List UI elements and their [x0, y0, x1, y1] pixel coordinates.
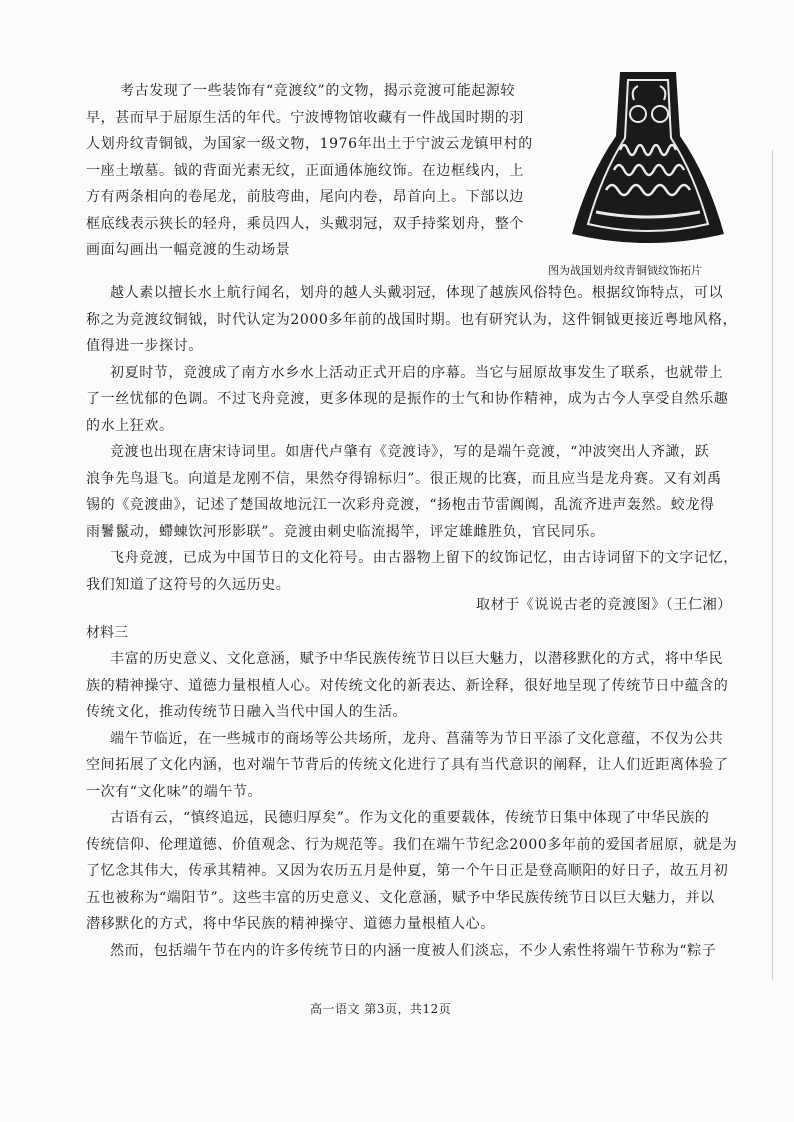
text-line: 丰富的历史意义、文化意涵，赋予中华民族传统节日以巨大魅力，以潜移默化的方式，将中华民 — [110, 651, 724, 667]
text-line: 飞舟竞渡，已成为中国节日的文化符号。由古器物上留下的纹饰记忆，由古诗词留下的文字记忆， — [110, 550, 738, 566]
paragraph — [86, 280, 776, 360]
page-edge-line — [772, 150, 773, 980]
bronze-axe-rubbing-image — [568, 66, 728, 256]
paragraph — [86, 805, 776, 938]
text-line: 考古发现了一些装饰有“竞渡纹”的文物，揭示竞渡可能起源较 — [120, 83, 516, 99]
section-heading: 材料三 — [86, 625, 128, 641]
text-line: 古语有云，“慎终追远，民德归厚矣”。作为文化的重要载体，传统节日集中体现了中华民族的 — [110, 810, 710, 826]
text-line: 传统信仰、伦理道德、价值观念、行为规范等。我们在端午节纪念2000多年前的爱国者屈原，就是为 — [86, 836, 738, 853]
text-line: 画面勾画出一幅竞渡的生动场景 — [86, 242, 291, 258]
page-footer: 高一语文 第3页，共12页 — [310, 1002, 452, 1016]
text-line: 族的精神操守、道德力量根植人心。对传统文化的新表达、新诠释，很好地呈现了传统节日中蕴含的 — [86, 677, 729, 694]
text-line: 了忆念其伟大，传承其精神。又因为农历五月是仲夏，第一个午日正是登高顺阳的好日子，故五月初 — [86, 863, 729, 879]
text-line: 方有两条相向的卷尾龙，前肢弯曲，尾向内卷，昂首向上。下部以边 — [86, 189, 524, 205]
source-citation: 取材于《说说古老的竞渡图》（王仁湘） — [476, 597, 732, 613]
paragraph — [86, 938, 776, 965]
paragraph — [86, 545, 776, 598]
text-line: 潜移默化的方式，将中华民族的精神操守、道德力量根植人心。 — [86, 916, 495, 932]
text-line: 值得进一步探讨。 — [86, 338, 203, 354]
text-line: 传统文化，推动传统节日融入当代中国人的生活。 — [86, 704, 408, 720]
text-line: 五也被称为“端阳节”。这些丰富的历史意义、文化意涵，赋予中华民族传统节日以巨大魅力，并以 — [86, 889, 715, 906]
text-line: 初夏时节，竞渡成了南方水乡水上活动正式开启的序幕。当它与屈原故事发生了联系，也就带上 — [110, 364, 724, 381]
figure-caption: 图为战国划舟纹青铜钺纹饰拓片 — [548, 264, 702, 277]
text-line: 了一丝忧郁的色调。不过飞舟竞渡，更多体现的是振作的士气和协作精神，成为古今人享受自然乐趣 — [86, 391, 729, 407]
text-line: 端午节临近，在一些城市的商场等公共场所，龙舟、菖蒲等为节日平添了文化意蕴，不仅为公共 — [110, 730, 724, 747]
material-two-body — [86, 280, 776, 598]
text-line: 早，甚而早于屈原生活的年代。宁波博物馆收藏有一件战国时期的羽 — [86, 109, 524, 126]
text-line: 我们知道了这符号的久远历史。 — [86, 576, 291, 593]
text-line: 竞渡也出现在唐宋诗词里。如唐代卢肇有《竞渡诗》，写的是端午竞渡，“冲波突出人齐譀，跃 — [110, 444, 710, 460]
paragraph — [86, 646, 776, 726]
material-three-body — [86, 646, 776, 964]
text-line: 然而，包括端午节在内的许多传统节日的内涵一度被人们淡忘，不少人索性将端午节称为“粽子 — [110, 942, 717, 959]
text-line: 的水上狂欢。 — [86, 417, 174, 434]
text-line: 一次有“文化味”的端午节。 — [86, 783, 263, 800]
paragraph — [86, 726, 776, 806]
text-line: 锡的《竞渡曲》，记述了楚国故地沅江一次彩舟竞渡，“扬枹击节雷阗阗，乱流齐进声轰然。蛟龙得 — [86, 497, 715, 513]
text-line: 一座土墩墓。钺的背面光素无纹，正面通体施纹饰。在边框线内，上 — [86, 162, 524, 179]
text-line: 称之为竞渡纹铜钺，时代认定为2000多年前的战国时期。也有研究认为，这件铜钺更接近粤地风格， — [86, 311, 738, 328]
text-line: 浪争先鸟退飞。向道是龙刚不信，果然夺得锦标归”。很正规的比赛，而且应当是龙舟赛。又有刘禹 — [86, 470, 722, 487]
intro-paragraph — [86, 78, 558, 264]
paragraph — [86, 439, 776, 545]
text-line: 越人素以擅长水上航行闻名，划舟的越人头戴羽冠，体现了越族风俗特色。根据纹饰特点，可以 — [110, 285, 724, 301]
text-line: 雨鬐鬣动，螮蝀饮河形影联”。竞渡由刺史临流揭竿，评定雄雌胜负，官民同乐。 — [86, 523, 605, 540]
text-line: 框底线表示狭长的轻舟，乘员四人，头戴羽冠，双手持桨划舟，整个 — [86, 215, 524, 232]
text-line: 空间拓展了文化内涵，也对端午节背后的传统文化进行了具有当代意识的阐释，让人们近距离体验了 — [86, 757, 729, 773]
text-line: 人划舟纹青铜钺，为国家一级文物，1976年出土于宁波云龙镇甲村的 — [86, 136, 533, 152]
paragraph — [86, 360, 776, 440]
